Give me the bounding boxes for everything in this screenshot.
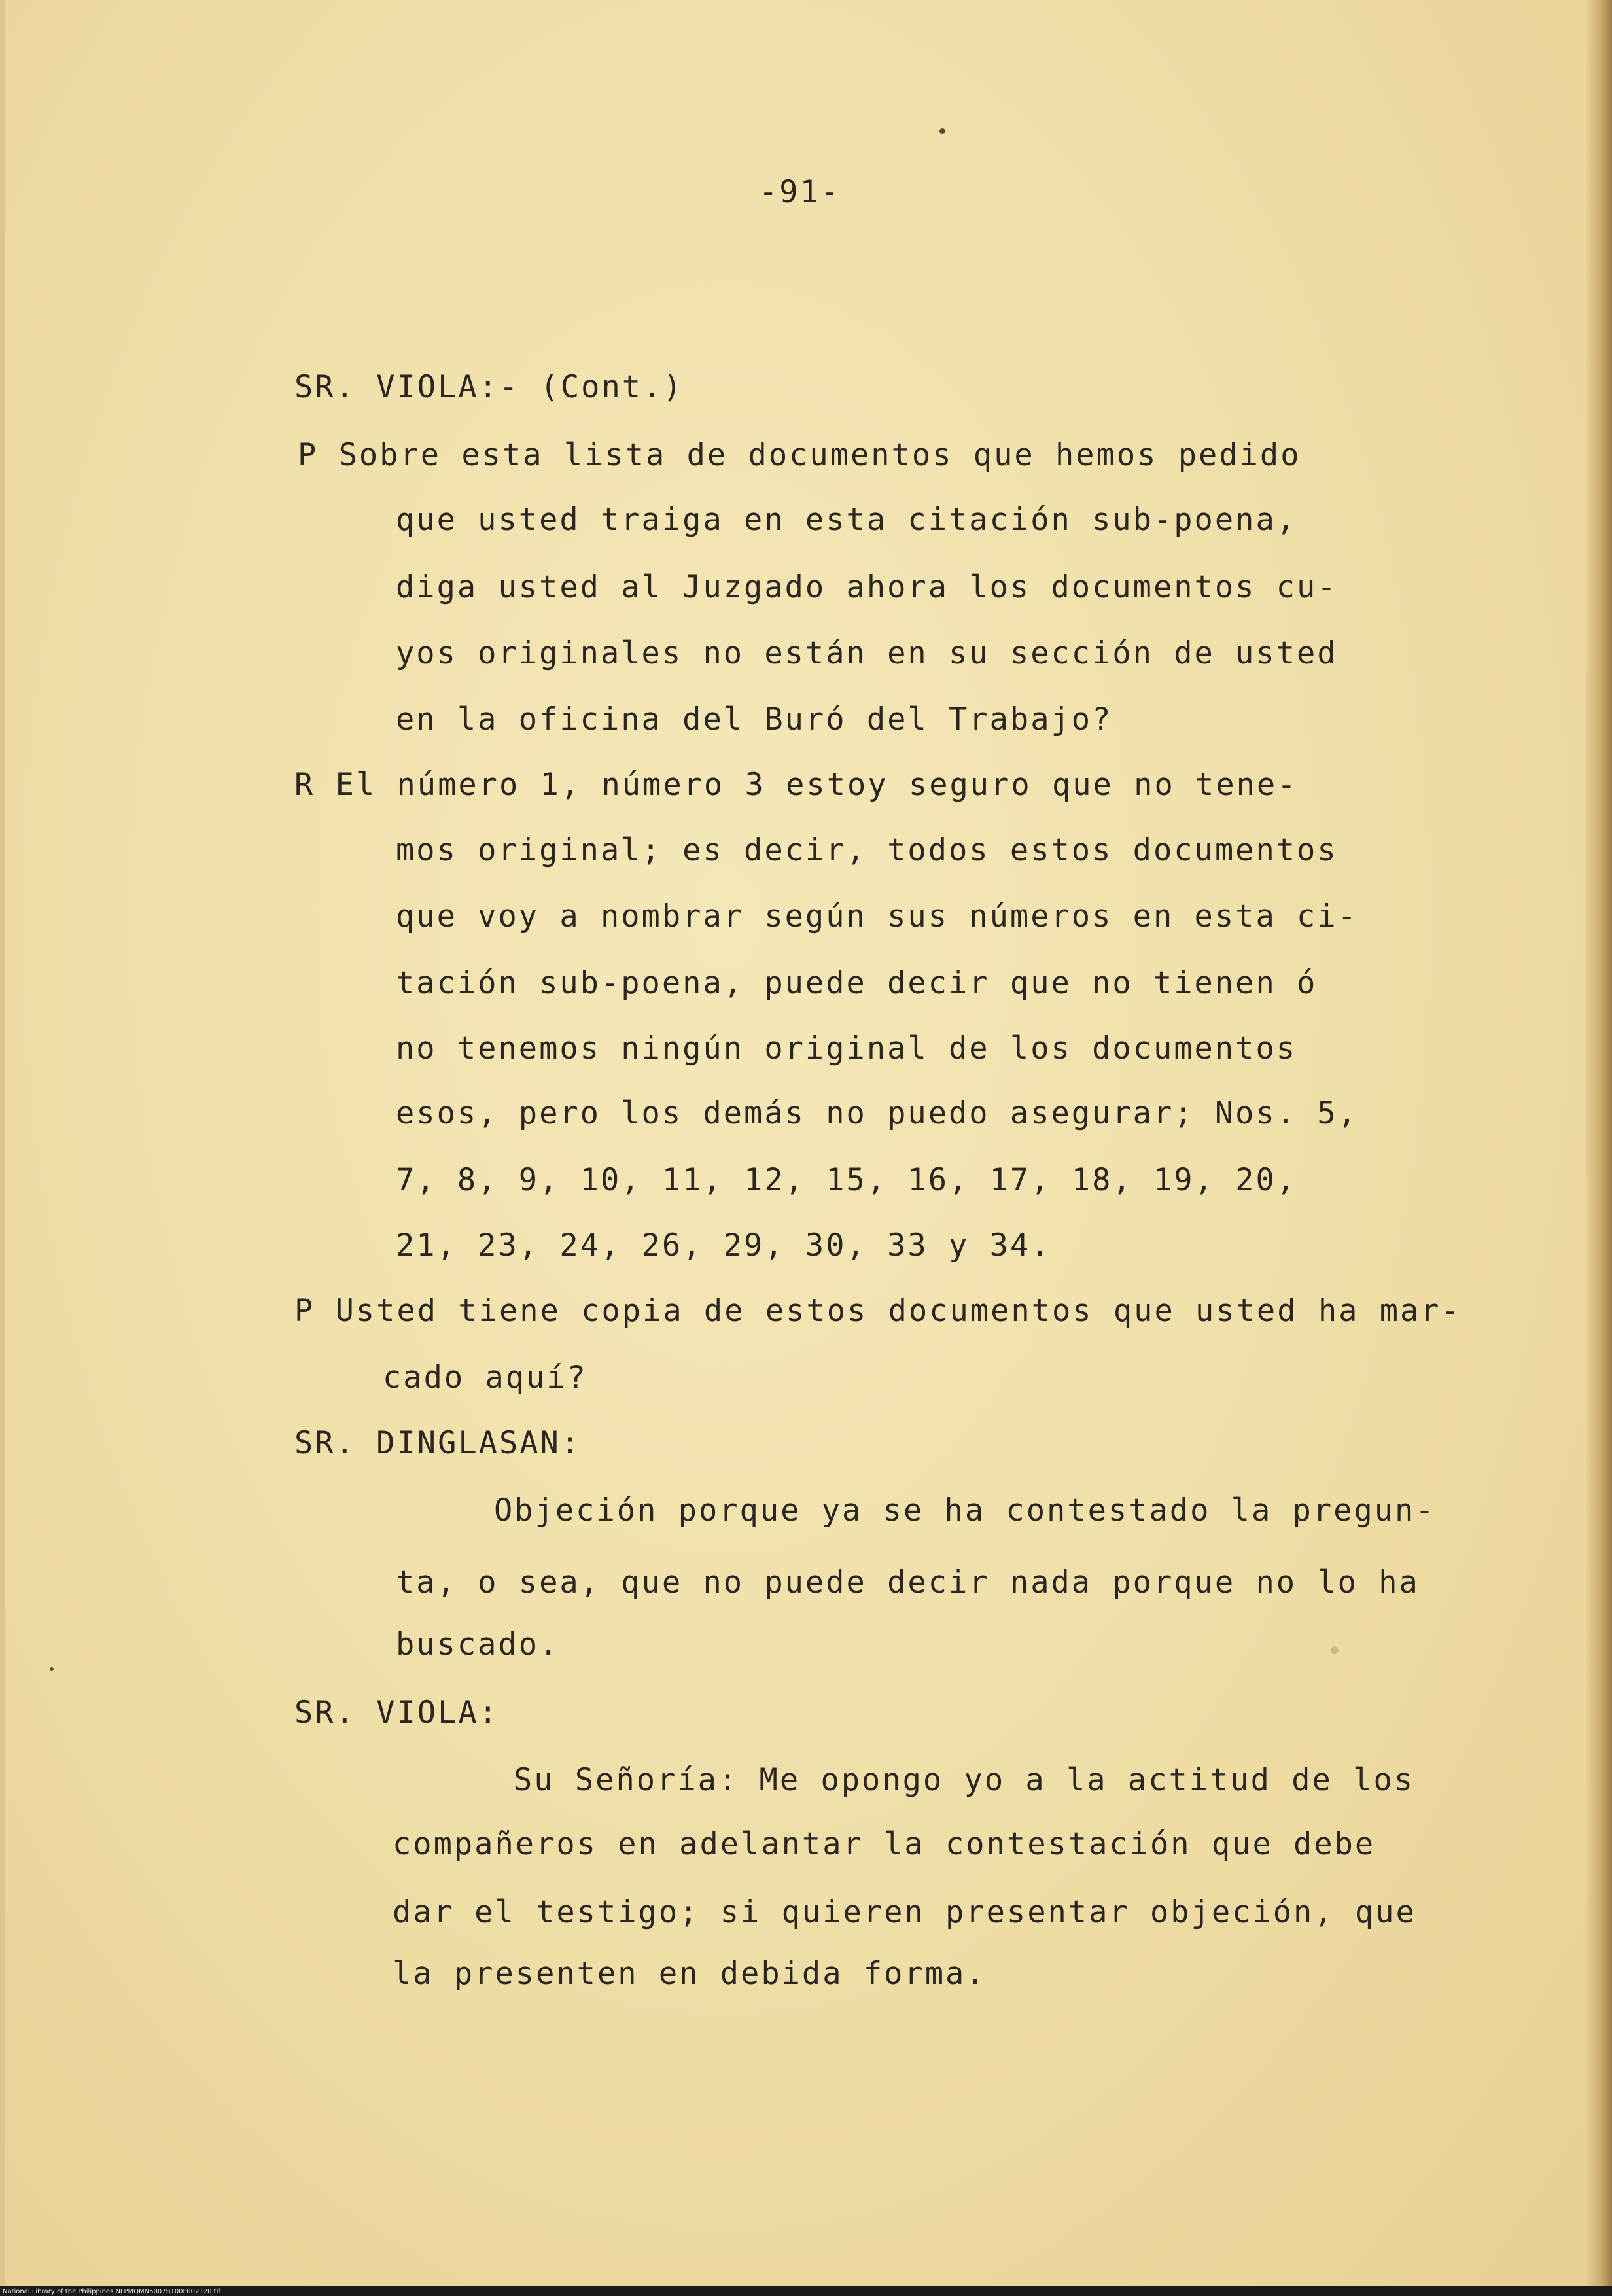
text-line: diga usted al Juzgado ahora los documentos cu- [396, 569, 1338, 605]
text-line: mos original; es decir, todos estos documentos [396, 832, 1338, 868]
speaker-heading: SR. DINGLASAN: [294, 1425, 582, 1461]
left-paper-edge [0, 0, 5, 2296]
text-line: 7, 8, 9, 10, 11, 12, 15, 16, 17, 18, 19, 20, [396, 1162, 1297, 1198]
text-line: tación sub-poena, puede decir que no tienen ó [396, 965, 1318, 1001]
text-line: cado aquí? [383, 1360, 587, 1396]
text-line: buscado. [396, 1627, 560, 1663]
text-line: P Usted tiene copia de estos documentos que usted ha mar- [294, 1293, 1462, 1329]
right-paper-edge [1586, 0, 1612, 2296]
text-line: dar el testigo; si quieren presentar objeción, que [393, 1894, 1416, 1930]
text-line: la presenten en debida forma. [393, 1956, 987, 1992]
text-line: Su Señoría: Me opongo yo a la actitud de los [514, 1762, 1415, 1798]
ink-speck [1331, 1646, 1339, 1654]
page-number: -91- [759, 174, 841, 210]
text-line: R El número 1, número 3 estoy seguro que no tene- [294, 767, 1298, 803]
text-line: esos, pero los demás no puedo asegurar; Nos. 5, [396, 1095, 1358, 1131]
text-line: que voy a nombrar según sus números en esta ci- [396, 898, 1358, 934]
text-line: en la oficina del Buró del Trabajo? [396, 701, 1113, 737]
ink-speck [939, 128, 945, 134]
text-line: 21, 23, 24, 26, 29, 30, 33 y 34. [396, 1227, 1051, 1263]
ink-speck [50, 1667, 54, 1671]
text-line: P Sobre esta lista de documentos que hemos pedido [298, 437, 1301, 473]
text-line: que usted traiga en esta citación sub-poena, [396, 502, 1297, 538]
scan-footer-text: National Library of the Philippines NLPMQMN5007B100F002120.tif [3, 2288, 220, 2295]
text-line: ta, o sea, que no puede decir nada porque no lo ha [396, 1564, 1420, 1600]
text-line: no tenemos ningún original de los documentos [396, 1031, 1297, 1067]
speaker-heading: SR. VIOLA:- (Cont.) [294, 369, 684, 405]
text-line: Objeción porque ya se ha contestado la pregun- [494, 1492, 1436, 1528]
text-line: compañeros en adelantar la contestación que debe [393, 1826, 1376, 1862]
scan-footer-bar [0, 2286, 1612, 2296]
text-line: yos originales no están en su sección de usted [396, 635, 1338, 671]
speaker-heading: SR. VIOLA: [294, 1695, 499, 1731]
